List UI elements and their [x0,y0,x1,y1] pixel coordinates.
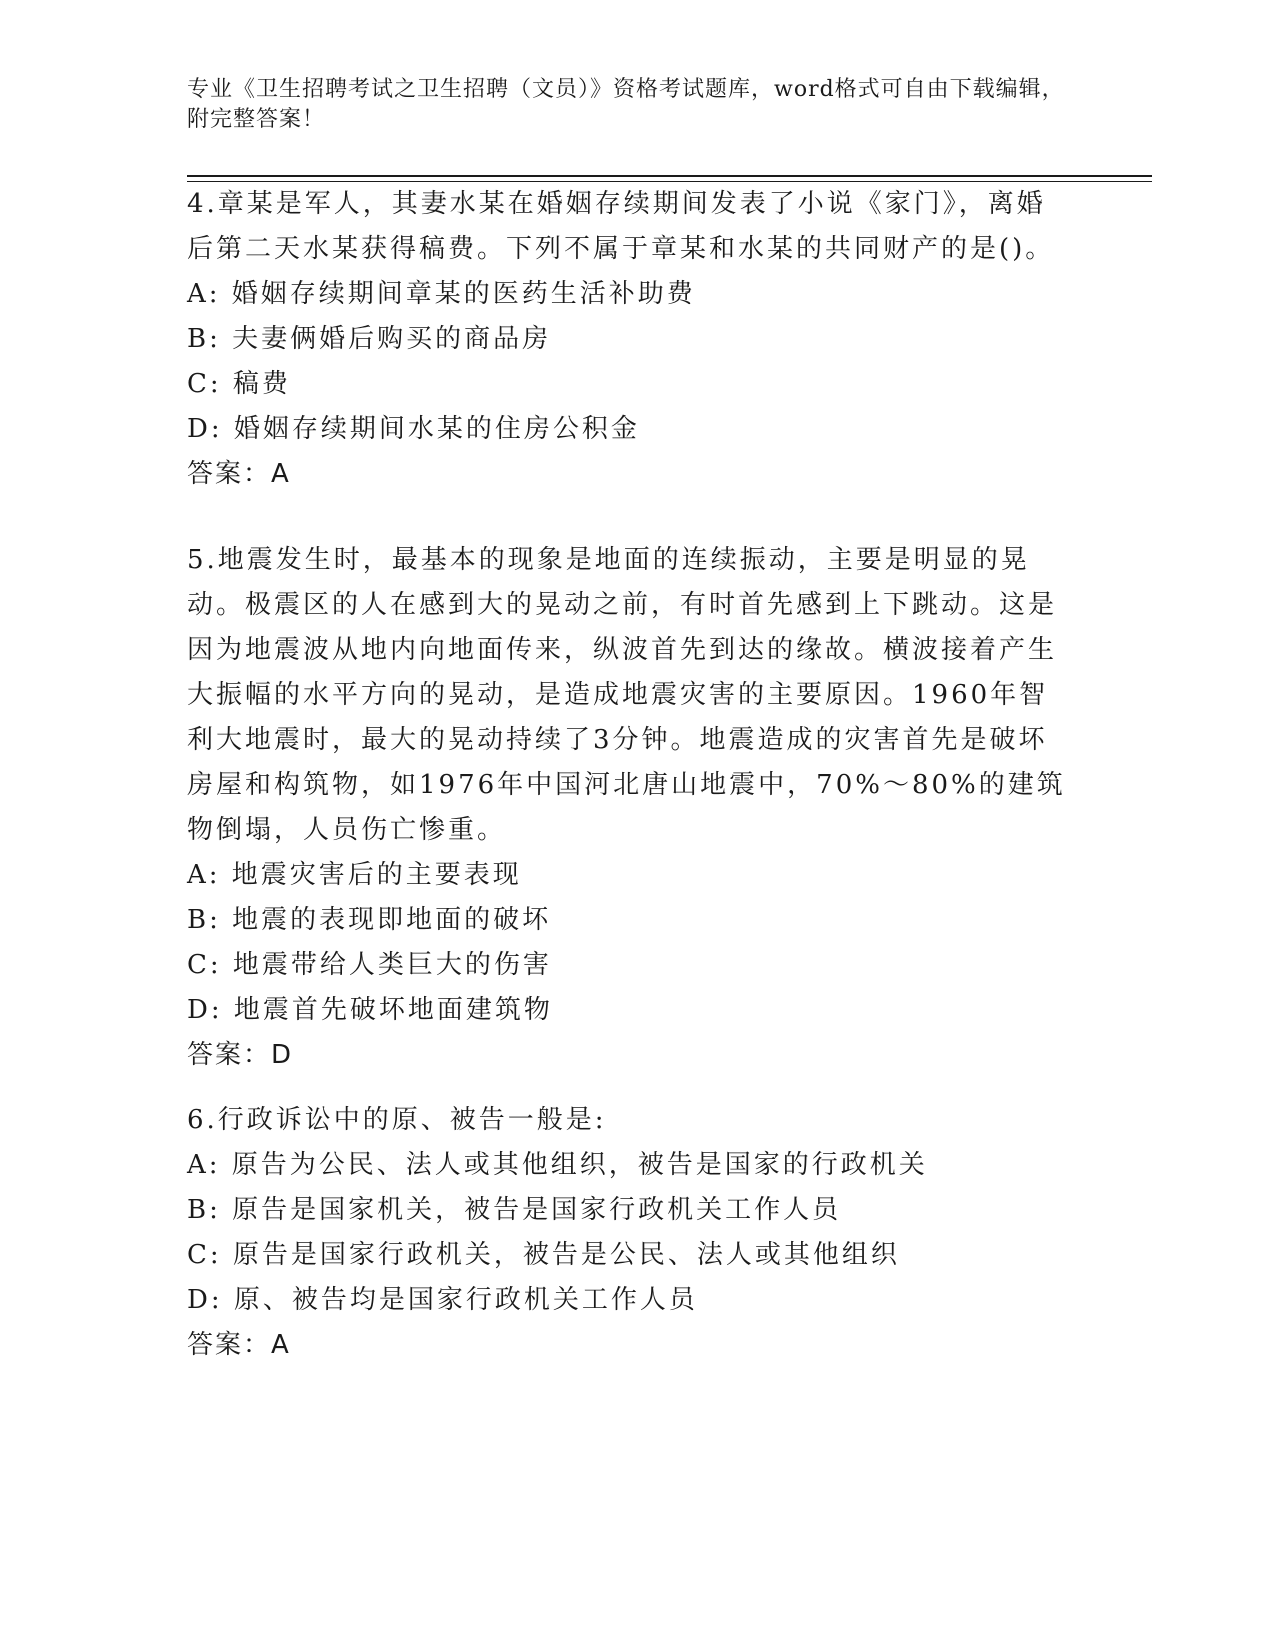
option-d: D: 原、被告均是国家行政机关工作人员 [187,1285,698,1315]
option-c: C: 稿费 [187,369,291,399]
header-divider-thick [187,175,1152,177]
answer: 答案：A [187,1330,291,1360]
answer: 答案：A [187,459,291,489]
question-stem: 6.行政诉讼中的原、被告一般是: [187,1105,607,1135]
answer: 答案：D [187,1040,294,1070]
option-b: B: 地震的表现即地面的破坏 [187,905,552,935]
option-a: A: 原告为公民、法人或其他组织，被告是国家的行政机关 [187,1150,928,1180]
option-c: C: 原告是国家行政机关，被告是公民、法人或其他组织 [187,1240,900,1270]
option-c: C: 地震带给人类巨大的伤害 [187,950,552,980]
option-a: A: 婚姻存续期间章某的医药生活补助费 [187,279,696,309]
option-d: D: 地震首先破坏地面建筑物 [187,995,553,1025]
question-5 [187,538,1067,1078]
question-stem: 5.地震发生时，最基本的现象是地面的连续振动，主要是明显的晃动。极震区的人在感到大的晃动之前，有时首先感到上下跳动。这是因为地震波从地内向地面传来，纵波首先到达的缘故。横波接着产生大振幅的水平方向的晃动，是造成地震灾害的主要原因。1960年智利大地震时，最大的晃动持续了3分钟。地震造成的灾害首先是破坏房屋和构筑物，如1976年中国河北唐山地震中，70%～80%的建筑物倒塌，人员伤亡惨重。 [187,545,1066,845]
question-stem: 4.章某是军人，其妻水某在婚姻存续期间发表了小说《家门》，离婚后第二天水某获得稿费。下列不属于章某和水某的共同财产的是()。 [187,189,1055,264]
question-4 [187,182,1067,497]
option-d: D: 婚姻存续期间水某的住房公积金 [187,414,640,444]
option-a: A: 地震灾害后的主要表现 [187,860,522,890]
question-6 [187,1098,1067,1368]
option-b: B: 原告是国家机关，被告是国家行政机关工作人员 [187,1195,842,1225]
option-b: B: 夫妻俩婚后购买的商品房 [187,324,552,354]
document-intro: 专业《卫生招聘考试之卫生招聘（文员）》资格考试题库，word格式可自由下载编辑，附完整答案！ [187,77,1065,132]
